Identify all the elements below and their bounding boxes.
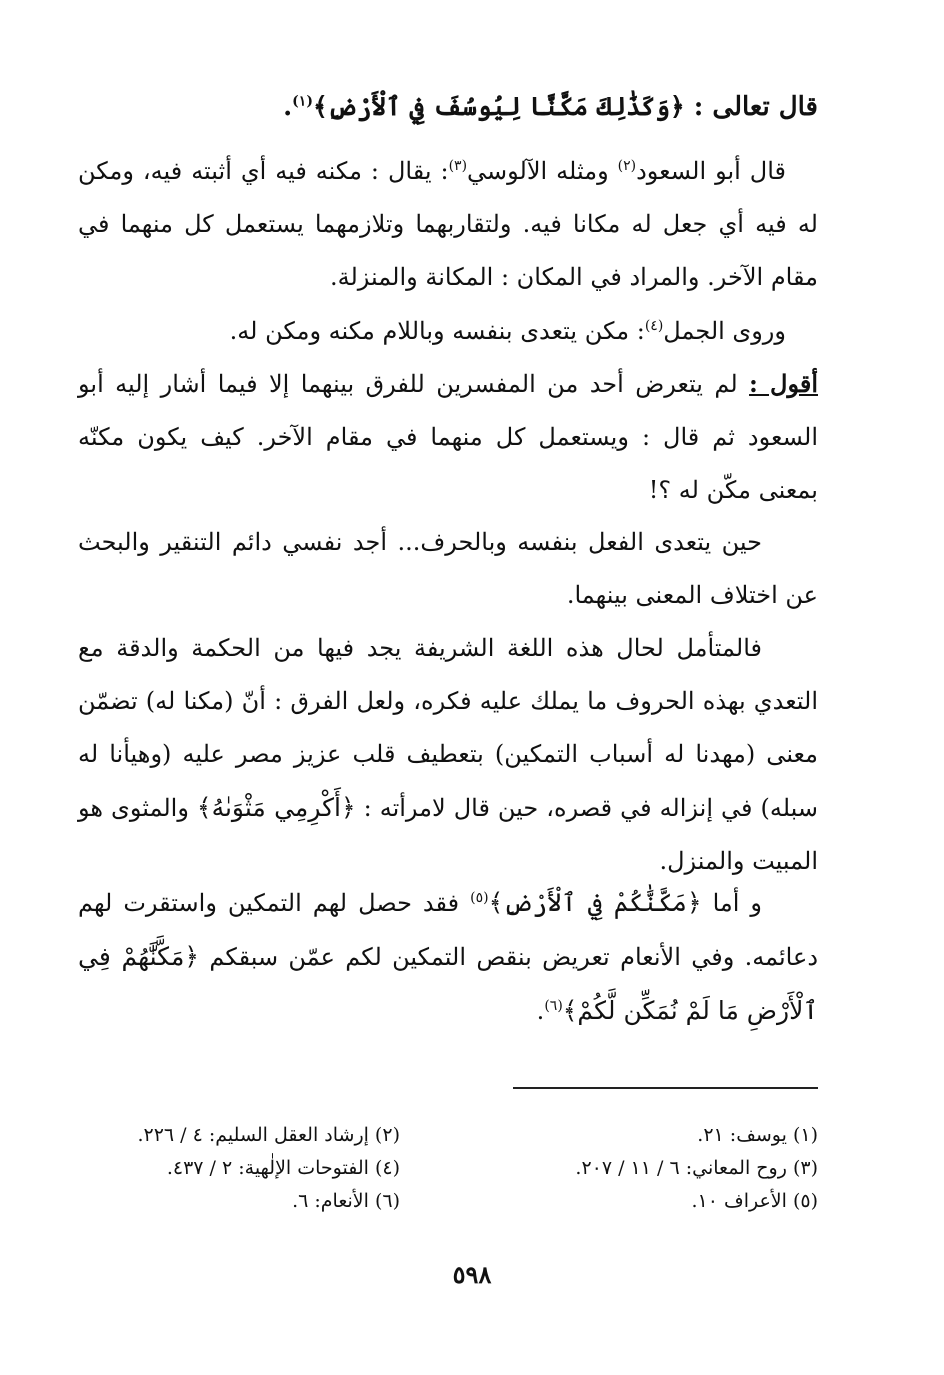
footnote-ref: (٢) xyxy=(617,158,637,174)
footnote-3: (٣) روح المعاني: ٦ / ١١ / ٢٠٧. xyxy=(575,1157,818,1179)
p2-text-a: وروى الجمل xyxy=(663,317,786,345)
p6-text-a: و أما xyxy=(701,889,763,917)
footnote-2: (٢) إرشاد العقل السليم: ٤ / ٢٢٦. xyxy=(137,1124,400,1146)
footnote-ref: (١) xyxy=(292,93,313,110)
p6-end: . xyxy=(536,997,545,1025)
quran-verse: ﴿مَكَّنَّٰكُمْ فِي ٱلْأَرْضِ﴾ xyxy=(488,888,702,917)
paragraph-abu-saud xyxy=(78,145,818,304)
heading-end: . xyxy=(283,92,293,122)
footnote-ref: (٣) xyxy=(448,158,468,174)
p1-text-b: ومثله الآلوسي xyxy=(467,157,618,185)
quran-verse: ﴿أَكْرِمِي مَثْوَىٰهُ﴾ xyxy=(196,793,356,822)
p5-text-a: فالمتأمل لحال هذه اللغة الشريفة يجد فيها من الحكمة والدقة مع التعدي بهذه الحروف ما يملك عليه فكره، ولعل الفرق : أنّ (مكنا له) تضمّن معنى (مهدنا له أسباب التمكين) بتعطيف قلب عزيز مصر عليه (وهيأنا له سبله) في إنزاله في قصره، حين قال لامرأته : xyxy=(78,634,818,822)
footnote-4: (٤) الفتوحات الإلٰهية: ٢ / ٤٣٧. xyxy=(166,1157,400,1179)
p1-text-c: : يقال : مكنه فيه أي أثبته فيه، ومكن له فيه أي جعل له مكانا فيه. ولتقاربهما وتلازمهما يستعمل كل منهما في مقام الآخر. والمراد في المكان : المكانة والمنزلة. xyxy=(78,157,818,291)
paragraph-mutaammil xyxy=(78,622,818,888)
paragraph-taadi: حين يتعدى الفعل بنفسه وبالحرف... أجد نفسي دائم التنقير والبحث عن اختلاف المعنى بينهما. xyxy=(78,528,818,609)
quran-verse: ﴿وَكَذَٰلِكَ مَكَّنَّا لِيُوسُفَ فِي ٱلْأَرْضِ﴾ xyxy=(312,92,685,121)
footnote-1: (١) يوسف: ٢١. xyxy=(697,1124,818,1146)
footnote-ref: (٤) xyxy=(644,318,664,334)
footnote-divider xyxy=(513,1087,818,1089)
footnote-ref: (٥) xyxy=(470,890,489,906)
verse-heading xyxy=(240,80,818,134)
p1-text-a: قال أبو السعود xyxy=(636,157,787,185)
p2-text-b: : مكن يتعدى بنفسه وباللام مكنه ومكن له. xyxy=(229,317,645,345)
paragraph-aqulu xyxy=(78,357,818,517)
p3-text: لم يتعرض أحد من المفسرين للفرق بينهما إلا فيما أشار إليه أبو السعود ثم قال : ويستعمل كل منهما في مقام الآخر. كيف يكون مكنّه بمعنى مكّن له ؟! xyxy=(78,370,818,504)
page-number: ٥٩٨ xyxy=(452,1260,492,1289)
paragraph-jamal xyxy=(78,305,818,358)
heading-prefix: قال تعالى : xyxy=(693,92,818,122)
p5-text-b: والمثوى هو المبيت والمنزل. xyxy=(78,794,818,875)
footnote-6: (٦) الأنعام: ٦. xyxy=(292,1190,400,1212)
p6-text-b: فقد حصل لهم التمكين واستقرت لهم دعائمه. وفي الأنعام تعريض بنقص التمكين لكم عمّن سبقكم xyxy=(78,889,818,971)
footnote-ref: (٦) xyxy=(544,998,563,1014)
aqulu-label: أقول : xyxy=(749,369,818,398)
paragraph-amma xyxy=(78,876,818,1038)
quran-verse: ﴿مَكَّنَّٰهُمْ فِي ٱلْأَرْضِ مَا لَمْ نُمَكِّن لَّكُمْ﴾ xyxy=(78,942,818,1025)
footnote-5: (٥) الأعراف ١٠. xyxy=(691,1190,818,1212)
